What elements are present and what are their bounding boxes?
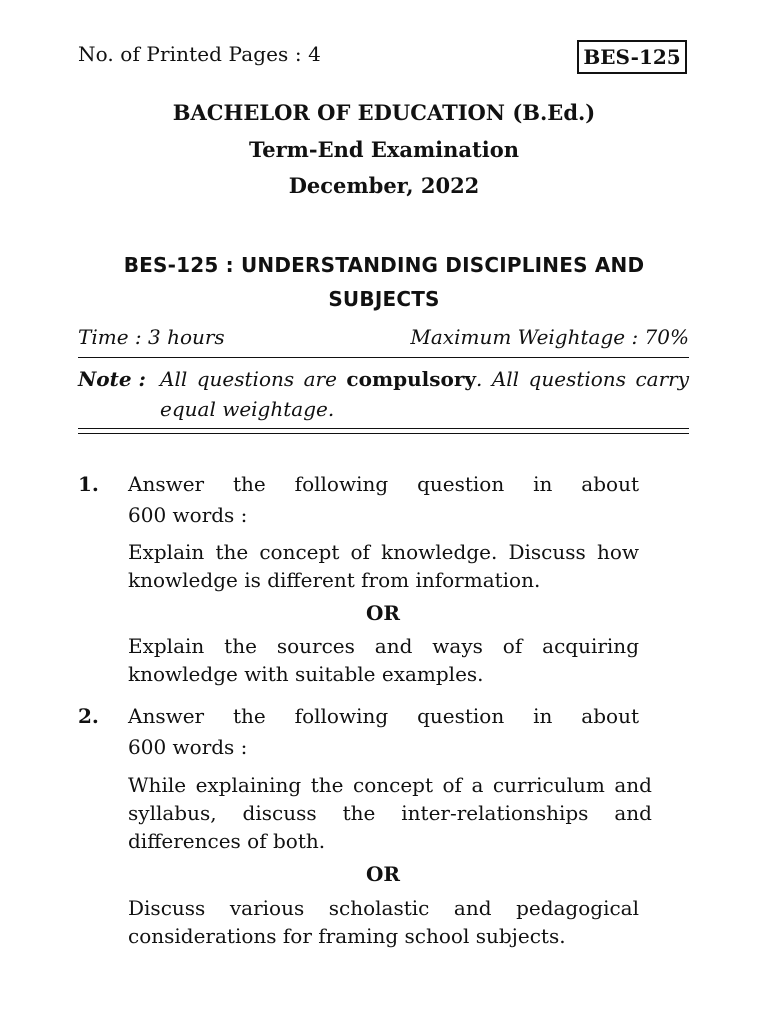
- double-divider-bottom: [78, 433, 689, 434]
- note-text-end: . All questions carry equal weightage.: [160, 367, 689, 421]
- question-instruction: Answer the following question in about: [128, 704, 639, 728]
- note-text: [160, 364, 689, 424]
- maximum-weightage: Maximum Weightage : 70%: [410, 325, 689, 349]
- double-divider-top: [78, 428, 689, 429]
- question-option-b: Discuss various scholastic and pedagogical considerations for framing school subjects.: [128, 896, 639, 948]
- or-separator: OR: [365, 862, 401, 886]
- question-number: 1.: [78, 472, 99, 496]
- exam-type: Term-End Examination: [248, 137, 519, 162]
- course-code-box: BES-125: [577, 40, 687, 74]
- question-instruction-cont: 600 words :: [128, 735, 248, 759]
- note-emphasis: compulsory: [346, 367, 476, 391]
- subject-title: [60, 248, 708, 316]
- question-option-b: Explain the sources and ways of acquiring knowledge with suitable examples.: [128, 634, 639, 686]
- exam-session: December, 2022: [288, 173, 480, 198]
- or-separator: OR: [365, 601, 401, 625]
- question-instruction: Answer the following question in about: [128, 472, 639, 496]
- note-text-start: All questions are: [160, 367, 347, 391]
- printed-pages-count: No. of Printed Pages : 4: [78, 42, 321, 66]
- subject-title-line2: SUBJECTS: [328, 287, 440, 311]
- question-instruction-cont: 600 words :: [128, 503, 248, 527]
- programme-title: BACHELOR OF EDUCATION (B.Ed.): [172, 100, 596, 125]
- question-option-a: Explain the concept of knowledge. Discuss how knowledge is different from information.: [128, 540, 639, 592]
- divider: [78, 357, 689, 358]
- exam-meta-row: [78, 325, 689, 349]
- note-label: Note :: [78, 367, 146, 391]
- time-allowed: Time : 3 hours: [78, 325, 225, 349]
- question-option-a: While explaining the concept of a curriculum and syllabus, discuss the inter-relationships and differences of both.: [128, 773, 652, 853]
- question-number: 2.: [78, 704, 99, 728]
- subject-title-line1: BES-125 : UNDERSTANDING DISCIPLINES AND: [123, 253, 645, 277]
